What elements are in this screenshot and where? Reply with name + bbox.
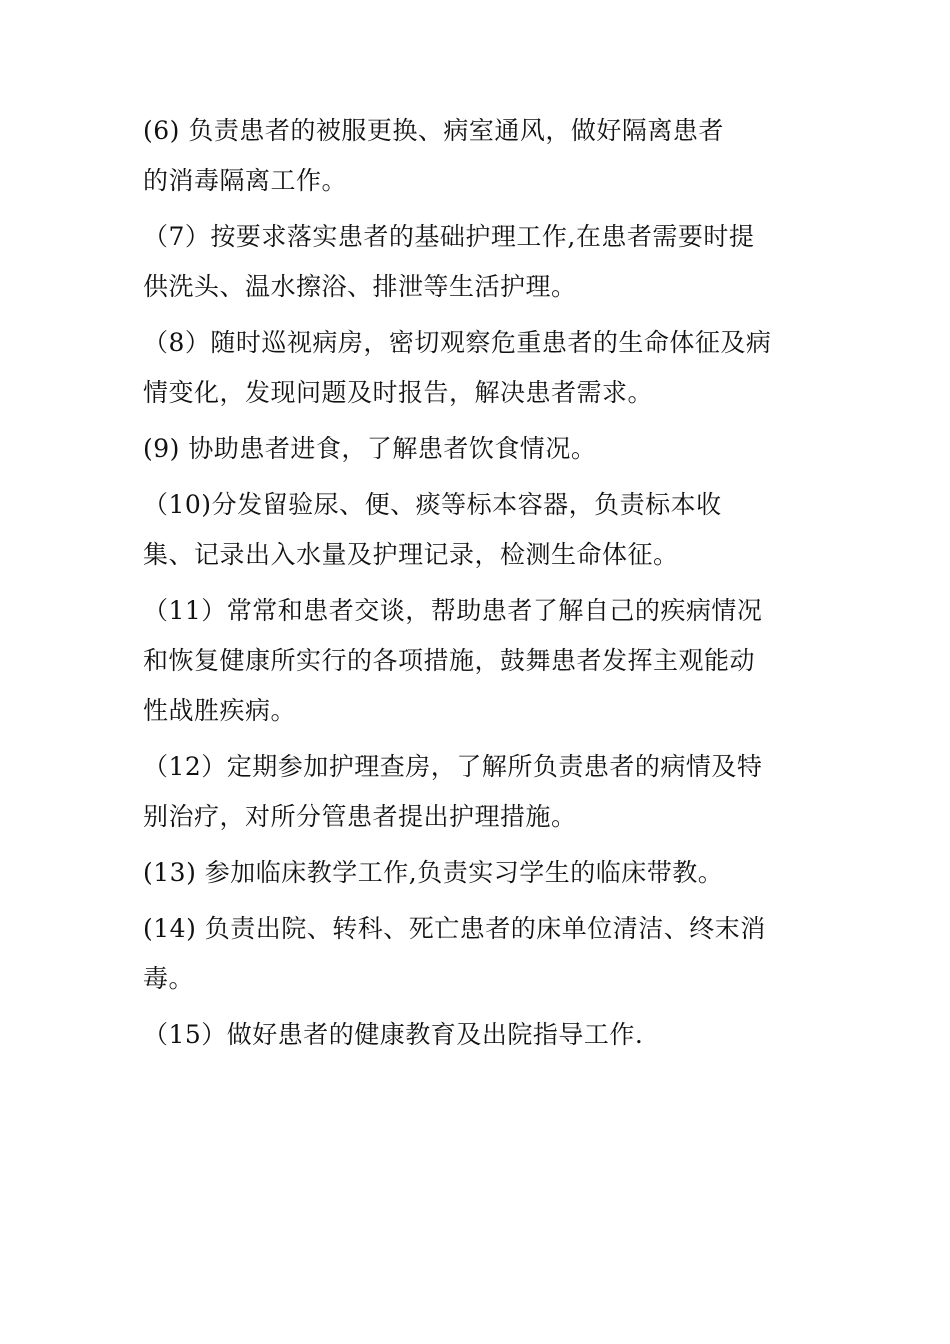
list-item-8 [143, 318, 833, 418]
document-body [143, 106, 833, 1060]
text-line: （10)分发留验尿、便、痰等标本容器，负责标本收 [143, 490, 722, 519]
text-line: （8）随时巡视病房，密切观察危重患者的生命体征及病 [143, 328, 772, 357]
list-item-7 [143, 212, 833, 312]
list-item-14 [143, 904, 833, 1004]
text-line: 和恢复健康所实行的各项措施，鼓舞患者发挥主观能动 [143, 646, 756, 675]
text-line: 的消毒隔离工作。 [143, 166, 348, 195]
list-item-6 [143, 106, 833, 206]
list-item-12 [143, 742, 833, 842]
text-line: （12）定期参加护理查房，了解所负责患者的病情及特 [143, 752, 763, 781]
list-item-10 [143, 480, 833, 580]
text-line: 情变化，发现问题及时报告，解决患者需求。 [143, 378, 654, 407]
text-line: (6) 负责患者的被服更换、病室通风，做好隔离患者 [143, 116, 724, 145]
text-line: （7）按要求落实患者的基础护理工作,在患者需要时提 [143, 222, 755, 251]
text-line: (13) 参加临床教学工作,负责实习学生的临床带教。 [143, 858, 724, 887]
list-item-13 [143, 848, 833, 898]
text-line: 毒。 [143, 964, 195, 993]
text-line: 别治疗，对所分管患者提出护理措施。 [143, 802, 577, 831]
text-line: (14) 负责出院、转科、死亡患者的床单位清洁、终末消 [143, 914, 766, 943]
text-line: （11）常常和患者交谈，帮助患者了解自己的疾病情况 [143, 596, 763, 625]
text-line: (9) 协助患者进食，了解患者饮食情况。 [143, 434, 597, 463]
text-line: 集、记录出入水量及护理记录，检测生命体征。 [143, 540, 679, 569]
list-item-15 [143, 1010, 833, 1060]
text-line: （15）做好患者的健康教育及出院指导工作. [143, 1020, 644, 1049]
text-line: 性战胜疾病。 [143, 696, 297, 725]
list-item-11 [143, 586, 833, 736]
list-item-9 [143, 424, 833, 474]
text-line: 供洗头、温水擦浴、排泄等生活护理。 [143, 272, 577, 301]
